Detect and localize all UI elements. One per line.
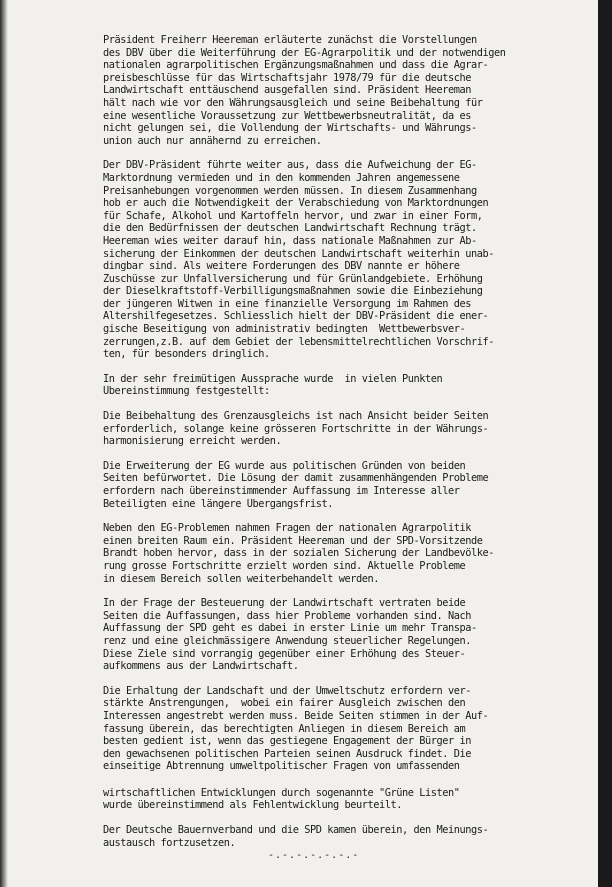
text-line: nationalen agrarpolitischen Ergänzungsmaßnahmen und dass die Agrar- <box>103 59 489 72</box>
paragraph <box>103 685 581 773</box>
text-line: wurde übereinstimmend als Fehlentwicklung beurteilt. <box>103 799 402 812</box>
scan-edge-right <box>598 0 612 887</box>
text-line: die den Bedürfnissen der deutschen Landwirtschaft Rechnung trägt. <box>103 222 477 235</box>
scan-edge-left <box>0 0 8 887</box>
text-line: Diese Ziele sind vorrangig gegenüber einer Erhöhung des Steuer- <box>103 647 466 660</box>
document-body <box>103 34 581 861</box>
text-line: ten, für besonders dringlich. <box>103 348 270 361</box>
text-line: union auch nur annähernd zu erreichen. <box>103 134 322 147</box>
text-line: Präsident Freiherr Heereman erläuterte zunächst die Vorstellungen <box>103 34 477 46</box>
paragraph <box>103 787 581 812</box>
text-line: renz und eine gleichmässigere Anwendung steuerlicher Regelungen. <box>103 634 471 647</box>
text-line: Landwirtschaft enttäuschend ausgefallen sind. Präsident Heereman <box>103 84 471 97</box>
text-line: hält nach wie vor den Währungsausgleich und seine Beibehaltung für <box>103 96 483 109</box>
paragraph <box>103 373 581 398</box>
text-line: Seiten befürwortet. Die Lösung der damit zusammenhängenden Probleme <box>103 472 489 485</box>
text-line: sicherung der Einkommen der deutschen Landwirtschaft weiterhin unab- <box>103 247 494 260</box>
text-line: des DBV über die Weiterführung der EG-Agrarpolitik und der notwendigen <box>103 46 506 59</box>
text-line: Heereman wies weiter darauf hin, dass nationale Maßnahmen zur Ab- <box>103 234 477 247</box>
text-line: Die Beibehaltung des Grenzausgleichs ist nach Ansicht beider Seiten <box>103 410 489 423</box>
text-line: Zuschüsse zur Unfallversicherung und für Grünlandgebiete. Erhöhung <box>103 272 483 285</box>
text-line: harmonisierung erreicht werden. <box>103 435 282 448</box>
paragraph <box>103 460 581 510</box>
text-line: austausch fortzusetzen. <box>103 836 236 849</box>
text-line: besten gedient ist, wenn das gestiegene Engagement der Bürger in <box>103 735 471 748</box>
text-line: Auffassung der SPD geht es dabei in erster Linie um mehr Transpa- <box>103 622 477 635</box>
paragraph <box>103 34 581 147</box>
text-line: In der Frage der Besteuerung der Landwirtschaft vertraten beide <box>103 597 466 610</box>
text-line: Neben den EG-Problemen nahmen Fragen der nationalen Agrarpolitik <box>103 522 471 535</box>
text-line: Beteiligten eine längere Übergangsfrist. <box>103 497 333 510</box>
text-line: dingbar sind. Als weitere Forderungen des DBV nannte er höhere <box>103 260 460 273</box>
paragraph <box>103 597 581 673</box>
text-line: den gewachsenen politischen Parteien seinen Ausdruck findet. Die <box>103 747 471 760</box>
text-line: in diesem Bereich sollen weiterbehandelt werden. <box>103 572 379 585</box>
text-line: Marktordnung vermieden und in den kommenden Jahren angemessene <box>103 171 460 184</box>
text-line: preisbeschlüsse für das Wirtschaftsjahr 1978/79 für die deutsche <box>103 71 471 84</box>
text-line: Die Erweiterung der EG wurde aus politischen Gründen von beiden <box>103 459 466 472</box>
paragraph <box>103 159 581 361</box>
text-line: Der Deutsche Bauernverband und die SPD kamen überein, den Meinungs- <box>103 824 489 837</box>
text-line: In der sehr freimütigen Aussprache wurde in vielen Punkten <box>103 372 443 385</box>
text-line: Interessen angestrebt werden muss. Beide Seiten stimmen in der Auf- <box>103 709 489 722</box>
text-line: Altershilfegesetzes. Schliesslich hielt der DBV-Präsident die ener- <box>103 310 489 323</box>
footer-separator: -.-.-.-.-.-.- <box>268 850 360 861</box>
text-line: der jüngeren Witwen in eine finanzielle Versorgung im Rahmen des <box>103 297 471 310</box>
text-line: erfordern nach übereinstimmender Auffassung im Interesse aller <box>103 485 460 497</box>
text-line: fassung überein, das berechtigten Anliegen in diesem Bereich am <box>103 722 466 735</box>
text-line: Brandt hoben hervor, dass in der sozialen Sicherung der Landbevölke- <box>103 547 494 560</box>
paragraph <box>103 824 581 849</box>
text-line: Seiten die Auffassungen, dass hier Probleme vorhanden sind. Nach <box>103 609 471 622</box>
text-line: einseitige Abtrennung umweltpolitischer Fragen von umfassenden <box>103 760 460 773</box>
text-line: Preisanhebungen vorgenommen werden müssen. In diesem Zusammenhang <box>103 184 477 197</box>
text-line: eine wesentliche Voraussetzung zur Wettbewerbsneutralität, da es <box>103 109 471 122</box>
text-line: hob er auch die Notwendigkeit der Verabschiedung von Marktordnungen <box>103 197 489 210</box>
text-line: wirtschaftlichen Entwicklungen durch sogenannte "Grüne Listen" <box>103 786 460 799</box>
text-line: der Dieselkraftstoff-Verbilligungsmaßnahmen sowie die Einbeziehung <box>103 285 483 298</box>
paragraph <box>103 410 581 448</box>
text-line: Die Erhaltung der Landschaft und der Umweltschutz erfordern ver- <box>103 684 471 697</box>
text-line: Der DBV-Präsident führte weiter aus, dass die Aufweichung der EG- <box>103 159 477 172</box>
text-line: stärkte Anstrengungen, wobei ein fairer Ausgleich zwischen den <box>103 697 466 710</box>
text-line: einen breiten Raum ein. Präsident Heereman und der SPD-Vorsitzende <box>103 534 483 547</box>
text-line: Übereinstimmung festgestellt: <box>103 385 270 398</box>
text-line: rung grosse Fortschritte erzielt worden sind. Aktuelle Probleme <box>103 559 466 572</box>
text-line: gische Beseitigung von administrativ bedingten Wettbewerbsver- <box>103 323 466 336</box>
text-line: zerrungen,z.B. auf dem Gebiet der lebensmittelrechtlichen Vorschrif- <box>103 335 494 348</box>
text-line: erforderlich, solange keine grösseren Fortschritte in der Währungs- <box>103 422 489 435</box>
text-line: nicht gelungen sei, die Vollendung der Wirtschafts- und Währungs- <box>103 122 477 135</box>
text-line: aufkommens aus der Landwirtschaft. <box>103 660 299 673</box>
paragraph <box>103 522 581 585</box>
text-line: für Schafe, Alkohol und Kartoffeln hervor, und zwar in einer Form, <box>103 209 483 222</box>
